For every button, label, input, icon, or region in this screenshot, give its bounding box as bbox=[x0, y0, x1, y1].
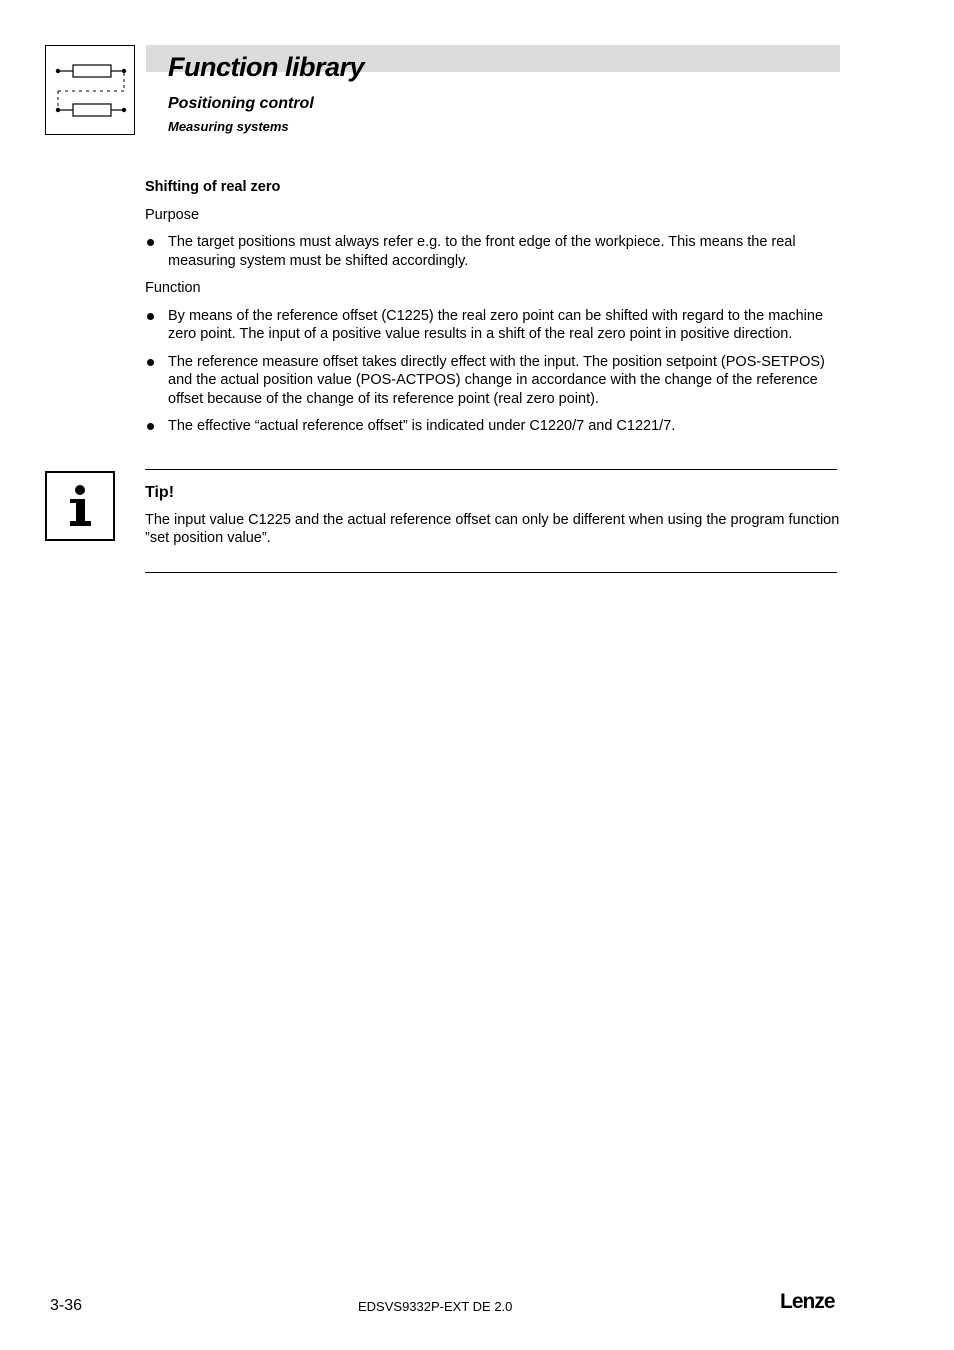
purpose-list bbox=[145, 233, 837, 270]
list-item: The reference measure offset takes directly effect with the input. The position setpoint (POS-SETPOS) and the actual position value (POS-ACTPOS) change in accordance with the change of the reference offset because of the change of its reference point (real zero point). bbox=[145, 353, 837, 409]
page-number: 3-36 bbox=[50, 1297, 83, 1314]
tip-heading: Tip! bbox=[145, 484, 175, 501]
chapter-subtitle: Positioning control bbox=[168, 95, 314, 112]
info-icon bbox=[45, 471, 115, 541]
document-id: EDSVS9332P-EXT DE 2.0 bbox=[358, 1299, 513, 1314]
main-content bbox=[145, 178, 837, 445]
purpose-label: Purpose bbox=[145, 206, 200, 223]
tip-bottom-divider bbox=[145, 572, 837, 573]
function-block-diagram-icon bbox=[45, 45, 135, 135]
list-item: The effective “actual reference offset” is indicated under C1220/7 and C1221/7. bbox=[145, 417, 837, 436]
tip-top-divider bbox=[145, 469, 837, 470]
page-title: Function library bbox=[168, 52, 365, 82]
tip-box bbox=[145, 484, 845, 548]
function-label: Function bbox=[145, 280, 201, 296]
function-list bbox=[145, 307, 837, 436]
section-subtitle: Measuring systems bbox=[168, 119, 289, 134]
list-item: The target positions must always refer e.g. to the front edge of the workpiece. This means the real measuring system must be shifted accordingly. bbox=[145, 233, 837, 270]
tip-text: The input value C1225 and the actual reference offset can only be different when using the program function ”set position value”. bbox=[145, 511, 840, 546]
brand-logo: Lenze bbox=[780, 1290, 835, 1313]
list-item: By means of the reference offset (C1225) the real zero point can be shifted with regard to the machine zero point. The input of a positive value results in a shift of the real zero point in positive direction. bbox=[145, 307, 837, 344]
section-heading: Shifting of real zero bbox=[145, 179, 281, 195]
